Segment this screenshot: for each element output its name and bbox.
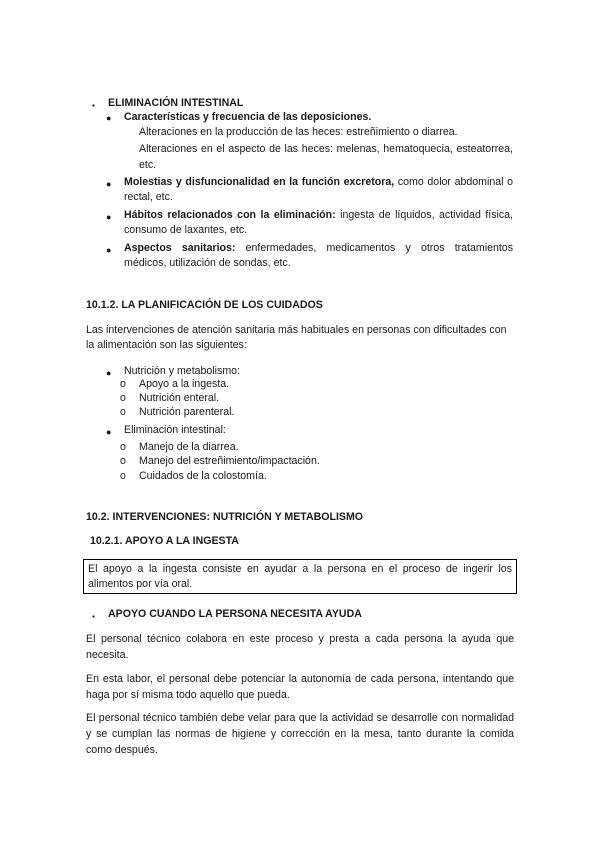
circle-bullet-icon: o xyxy=(120,441,126,453)
definition-box: El apoyo a la ingesta consiste en ayudar a la persona en el proceso de ingerir los alimentos por vía oral. xyxy=(83,559,517,594)
list-item: Cuidados de la colostomía. xyxy=(139,470,267,482)
help-title: APOYO CUANDO LA PERSONA NECESITA AYUDA xyxy=(108,608,362,620)
list-item: Nutrición parenteral. xyxy=(139,406,235,418)
elim-item-4: Aspectos sanitarios: enfermedades, medicamentos y otros tratamientos médicos, utilización de sondas, etc. xyxy=(124,242,513,269)
elim-item-1: Características y frecuencia de las deposiciones. xyxy=(124,111,372,123)
circle-bullet-icon: o xyxy=(120,455,126,467)
dot-bullet-icon: ● xyxy=(106,368,112,378)
dot-bullet-icon: ● xyxy=(106,245,112,255)
paragraph-1: El personal técnico colabora en este proceso y presta a cada persona la ayuda que necesita. xyxy=(86,633,514,661)
square-bullet-icon: ▪ xyxy=(92,101,95,110)
circle-bullet-icon: o xyxy=(120,378,126,390)
group-elimination-label: Eliminación intestinal: xyxy=(124,424,226,436)
paragraph-2: En esta labor, el personal debe potenciar la autonomía de cada persona, intentando que haga por sí misma todo aquello que pueda. xyxy=(86,673,514,701)
circle-bullet-icon: o xyxy=(120,406,126,418)
circle-bullet-icon: o xyxy=(120,392,126,404)
intake-subheading: 10.2.1. APOYO A LA INGESTA xyxy=(90,535,239,547)
elim-item-3: Hábitos relacionados con la eliminación: ingesta de líquidos, actividad física, consumo de laxantes, etc. xyxy=(124,209,513,236)
planning-intro: Las intervenciones de atención sanitaria más habituales en personas con dificultades con la alimentación son las siguientes: xyxy=(86,324,507,351)
elimination-title: ELIMINACIÓN INTESTINAL xyxy=(108,97,244,109)
elim-sub-2: Alteraciones en el aspecto de las heces: melenas, hematoquecia, esteatorrea, etc. xyxy=(139,143,513,171)
list-item: Apoyo a la ingesta. xyxy=(139,378,230,390)
list-item: Nutrición enteral. xyxy=(139,392,220,404)
dot-bullet-icon: ● xyxy=(106,212,112,222)
square-bullet-icon: ▪ xyxy=(92,612,95,621)
planning-heading: 10.1.2. LA PLANIFICACIÓN DE LOS CUIDADOS xyxy=(86,299,323,311)
list-item: Manejo del estreñimiento/impactación. xyxy=(139,455,320,467)
dot-bullet-icon: ● xyxy=(106,427,112,437)
elim-sub-1: Alteraciones en la producción de las heces: estreñimiento o diarrea. xyxy=(139,126,458,138)
interventions-heading: 10.2. INTERVENCIONES: NUTRICIÓN Y METABOLISMO xyxy=(86,511,364,523)
list-item: Manejo de la diarrea. xyxy=(139,441,239,453)
paragraph-3: El personal técnico también debe velar para que la actividad se desarrolle con normalidad y se cumplan las normas de higiene y corrección en la mesa, tanto durante la comida como después. xyxy=(86,712,514,756)
dot-bullet-icon: ● xyxy=(106,113,112,123)
group-nutrition-label: Nutrición y metabolismo: xyxy=(124,365,240,377)
circle-bullet-icon: o xyxy=(120,470,126,482)
dot-bullet-icon: ● xyxy=(106,179,112,189)
elim-item-2: Molestias y disfuncionalidad en la función excretora, como dolor abdominal o rectal, etc. xyxy=(124,176,513,203)
